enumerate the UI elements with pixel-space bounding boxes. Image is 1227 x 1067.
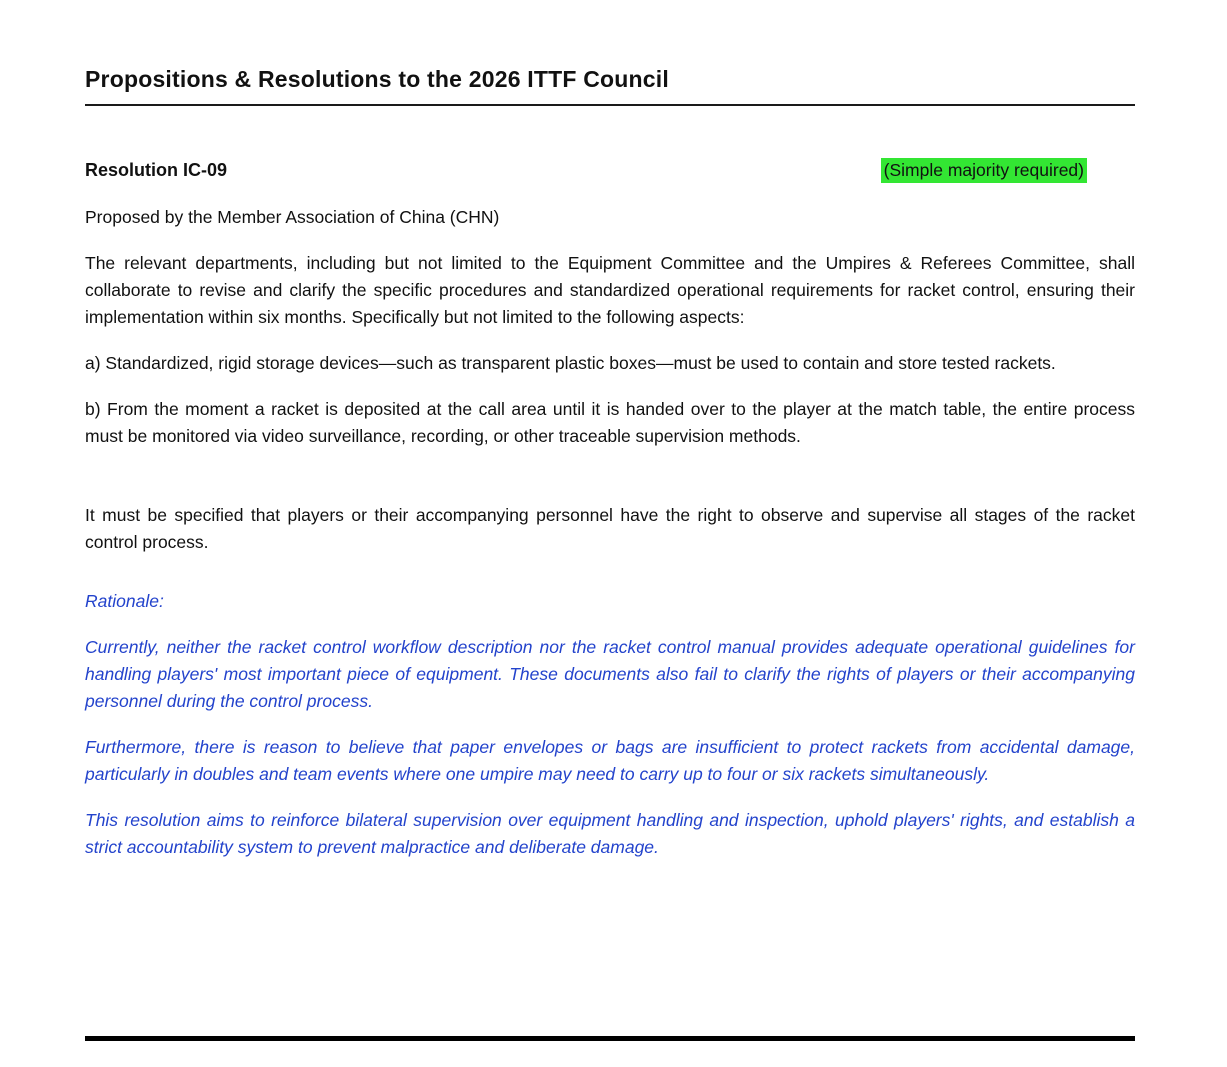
page-title: Propositions & Resolutions to the 2026 ITTF Council [85,66,1135,106]
body-paragraph-item-b: b) From the moment a racket is deposited at the call area until it is handed over to the player at the match table, the entire process must be monitored via video surveillance, recording, or other traceable supervision methods. [85,399,1135,446]
rationale-label: Rationale: [85,591,164,611]
rationale-paragraph-3: This resolution aims to reinforce bilateral supervision over equipment handling and inspection, uphold players' rights, and establish a strict accountability system to prevent malpractice and deliberate damage. [85,810,1135,857]
rationale-paragraph-1: Currently, neither the racket control workflow description nor the racket control manual provides adequate operational guidelines for handling players' most important piece of equipment. These documents also fail to clarify the rights of players or their accompanying personnel during the control process. [85,637,1135,711]
majority-requirement-badge: (Simple majority required) [881,158,1087,183]
body-paragraph-supervision: It must be specified that players or their accompanying personnel have the right to observe and supervise all stages of the racket control process. [85,505,1135,552]
resolution-id: Resolution IC-09 [85,160,228,180]
resolution-header-row [85,158,1135,183]
bottom-rule [85,1036,1135,1041]
proposed-by-line: Proposed by the Member Association of China (CHN) [85,207,500,227]
body-paragraph-item-a: a) Standardized, rigid storage devices—such as transparent plastic boxes—must be used to contain and store tested rackets. [85,353,1056,373]
rationale-paragraph-2: Furthermore, there is reason to believe that paper envelopes or bags are insufficient to protect rackets from accidental damage, particularly in doubles and team events where one umpire may need to carry up to four or six rackets simultaneously. [85,737,1135,784]
body-paragraph-intro: The relevant departments, including but not limited to the Equipment Committee and the Umpires & Referees Committee, shall collaborate to revise and clarify the specific procedures and standardized operational requirements for racket control, ensuring their implementation within six months. Specifically but not limited to the following aspects: [85,253,1135,327]
